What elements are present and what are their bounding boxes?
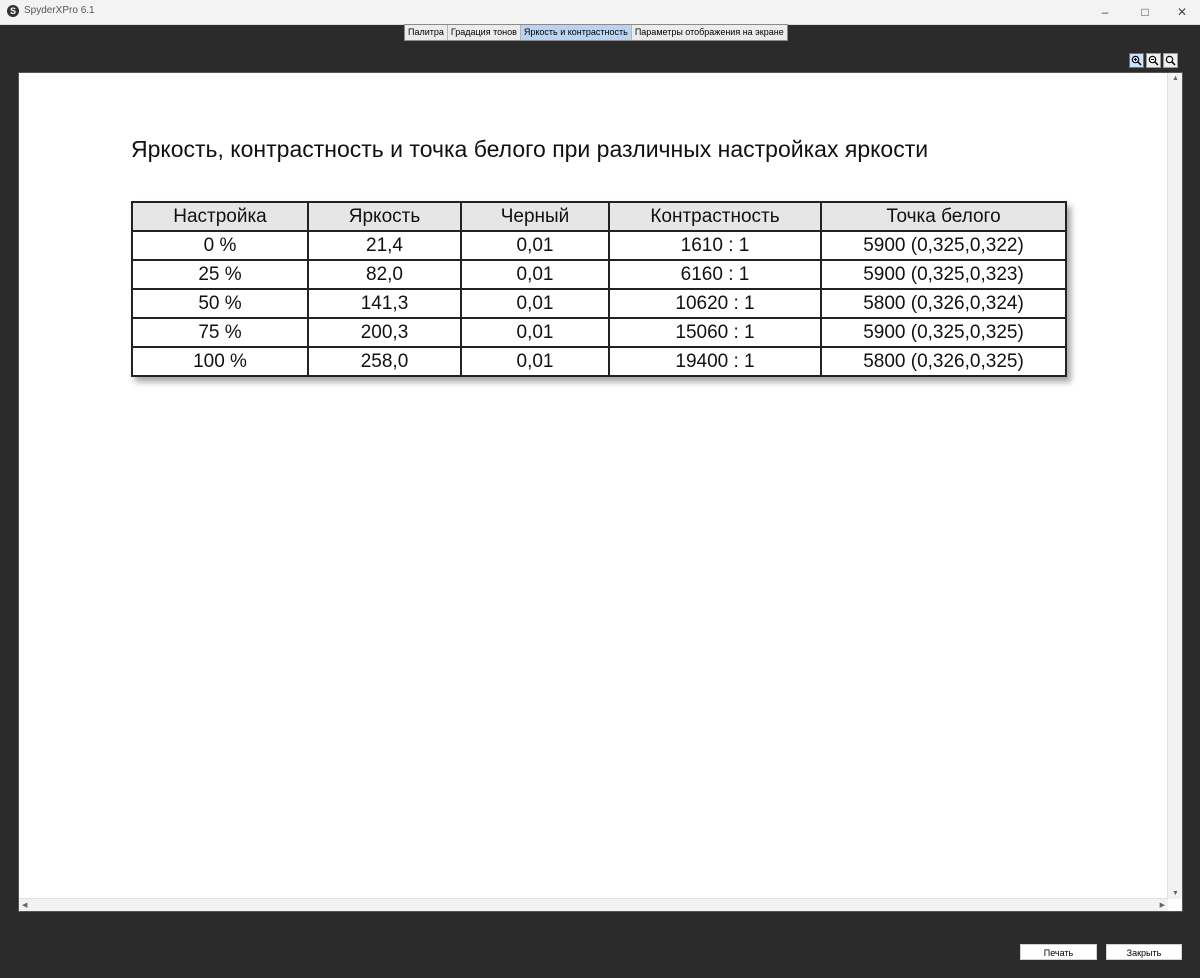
cell-white-point: 5800 (0,326,0,324) bbox=[821, 289, 1066, 318]
cell-setting: 50 % bbox=[132, 289, 308, 318]
cell-black: 0,01 bbox=[461, 318, 609, 347]
report-viewport bbox=[18, 72, 1183, 912]
cell-brightness: 82,0 bbox=[308, 260, 461, 289]
cell-setting: 0 % bbox=[132, 231, 308, 260]
cell-black: 0,01 bbox=[461, 289, 609, 318]
header-black: Черный bbox=[461, 202, 609, 231]
table-row bbox=[132, 231, 1066, 260]
results-table bbox=[131, 201, 1067, 377]
tab-palette[interactable]: Палитра bbox=[405, 25, 448, 40]
cell-black: 0,01 bbox=[461, 260, 609, 289]
tab-brightness-contrast[interactable]: Яркость и контрастность bbox=[521, 25, 632, 40]
header-setting: Настройка bbox=[132, 202, 308, 231]
cell-brightness: 141,3 bbox=[308, 289, 461, 318]
cell-white-point: 5900 (0,325,0,322) bbox=[821, 231, 1066, 260]
scroll-down-icon[interactable]: ▼ bbox=[1172, 890, 1179, 897]
cell-contrast: 10620 : 1 bbox=[609, 289, 821, 318]
cell-setting: 25 % bbox=[132, 260, 308, 289]
table-header-row bbox=[132, 202, 1066, 231]
cell-white-point: 5900 (0,325,0,325) bbox=[821, 318, 1066, 347]
header-brightness: Яркость bbox=[308, 202, 461, 231]
cell-brightness: 21,4 bbox=[308, 231, 461, 260]
table-row bbox=[132, 289, 1066, 318]
cell-brightness: 258,0 bbox=[308, 347, 461, 376]
zoom-toolbar bbox=[1129, 53, 1178, 68]
maximize-button[interactable]: □ bbox=[1141, 5, 1149, 19]
scroll-up-icon[interactable]: ▲ bbox=[1172, 75, 1179, 82]
close-window-button[interactable]: ✕ bbox=[1176, 5, 1188, 19]
cell-black: 0,01 bbox=[461, 347, 609, 376]
cell-white-point: 5900 (0,325,0,323) bbox=[821, 260, 1066, 289]
header-white-point: Точка белого bbox=[821, 202, 1066, 231]
header-contrast: Контрастность bbox=[609, 202, 821, 231]
table-row bbox=[132, 347, 1066, 376]
cell-contrast: 6160 : 1 bbox=[609, 260, 821, 289]
cell-contrast: 19400 : 1 bbox=[609, 347, 821, 376]
zoom-in-icon[interactable] bbox=[1129, 53, 1144, 68]
cell-white-point: 5800 (0,326,0,325) bbox=[821, 347, 1066, 376]
tab-bar bbox=[404, 24, 788, 41]
title-bar bbox=[0, 0, 1200, 25]
minimize-button[interactable]: – bbox=[1101, 5, 1109, 19]
cell-brightness: 200,3 bbox=[308, 318, 461, 347]
table-row bbox=[132, 318, 1066, 347]
cell-contrast: 1610 : 1 bbox=[609, 231, 821, 260]
window-title: SpyderXPro 6.1 bbox=[24, 5, 95, 16]
close-button[interactable]: Закрыть bbox=[1106, 944, 1182, 960]
zoom-out-icon[interactable] bbox=[1146, 53, 1161, 68]
report-title: Яркость, контрастность и точка белого при различных настройках яркости bbox=[131, 136, 929, 162]
print-button[interactable]: Печать bbox=[1020, 944, 1097, 960]
tab-tone-gradation[interactable]: Градация тонов bbox=[448, 25, 521, 40]
horizontal-scrollbar[interactable] bbox=[19, 898, 1168, 911]
cell-black: 0,01 bbox=[461, 231, 609, 260]
tab-display-settings[interactable]: Параметры отображения на экране bbox=[634, 27, 784, 37]
table-row bbox=[132, 260, 1066, 289]
cell-setting: 100 % bbox=[132, 347, 308, 376]
zoom-fit-icon[interactable] bbox=[1163, 53, 1178, 68]
vertical-scrollbar[interactable] bbox=[1167, 73, 1182, 899]
cell-setting: 75 % bbox=[132, 318, 308, 347]
scroll-right-icon[interactable]: ▶ bbox=[1159, 902, 1165, 909]
cell-contrast: 15060 : 1 bbox=[609, 318, 821, 347]
app-logo-icon: S bbox=[7, 5, 19, 17]
scroll-left-icon[interactable]: ◀ bbox=[22, 902, 28, 909]
